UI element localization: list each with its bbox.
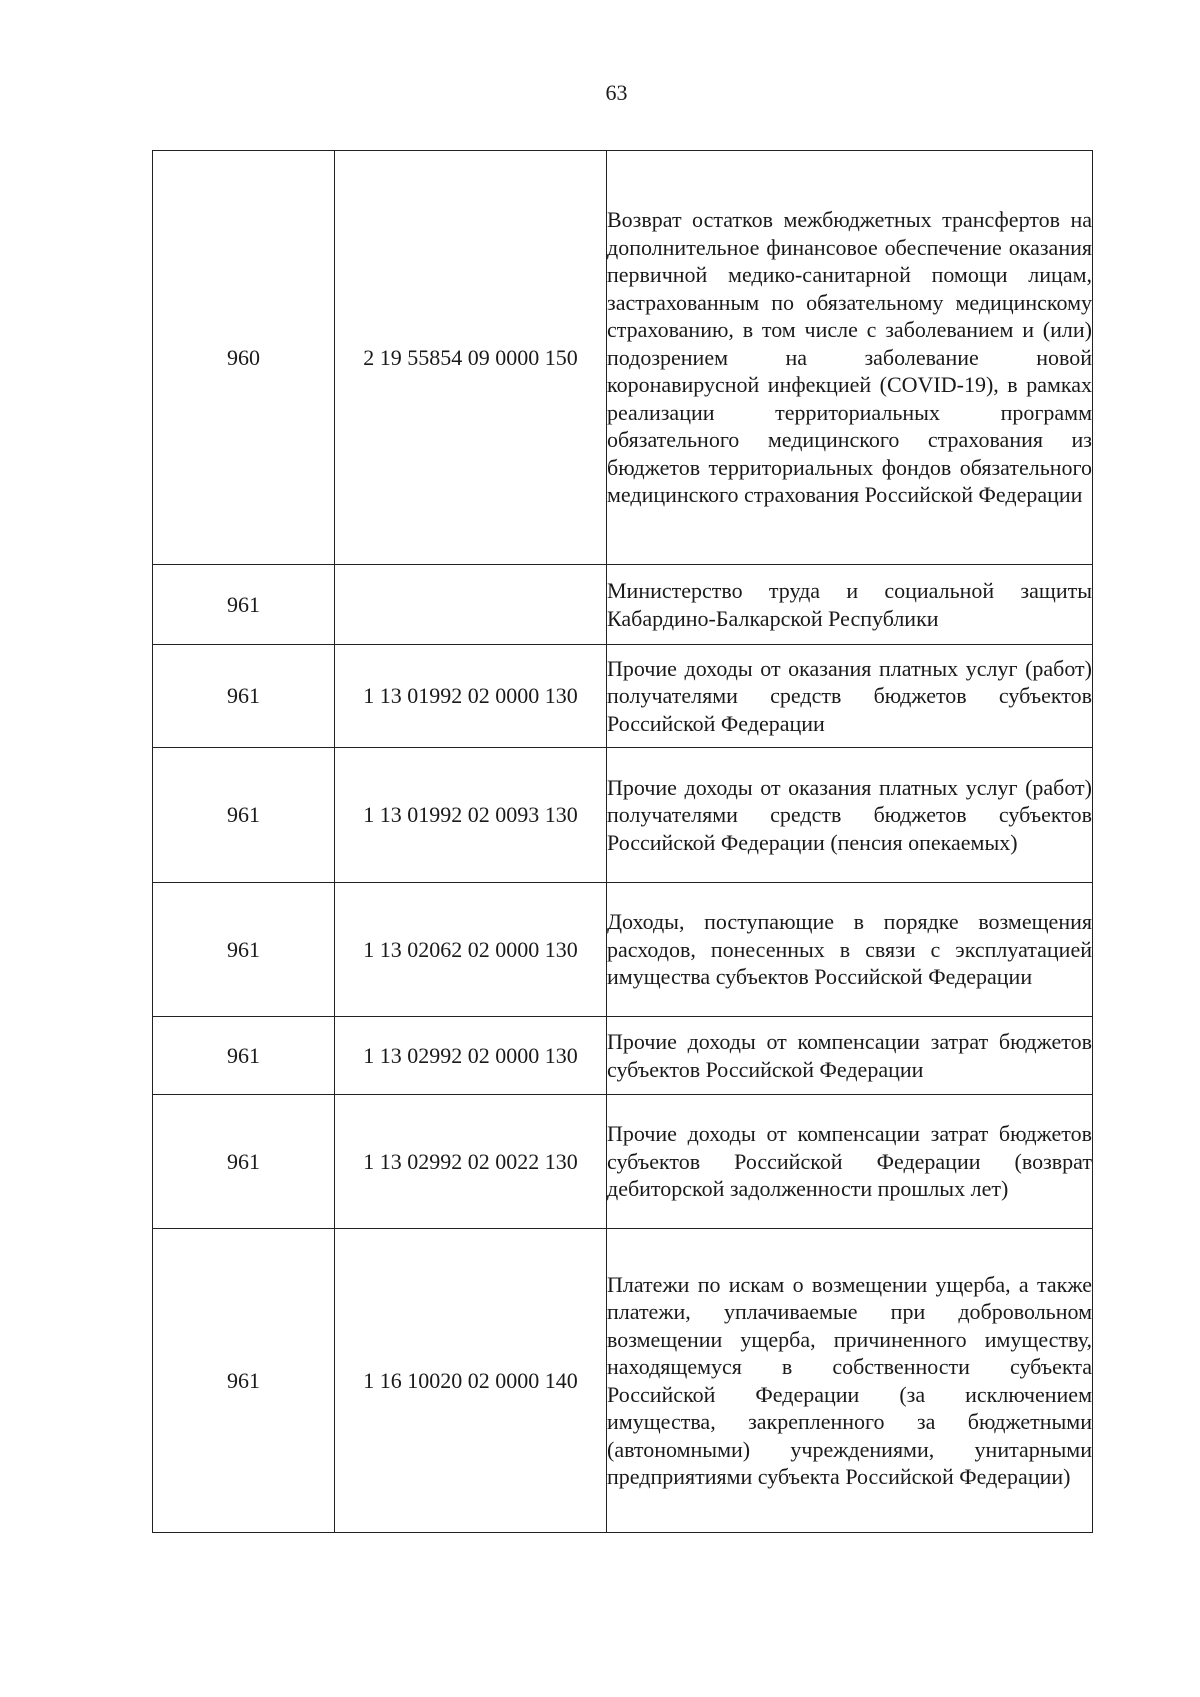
table-row [153, 748, 1093, 883]
admin-code-cell: 960 [153, 151, 335, 565]
budget-classification-code-cell: 1 13 01992 02 0093 130 [335, 748, 607, 883]
budget-classification-code-cell: 1 13 02992 02 0000 130 [335, 1017, 607, 1095]
admin-code-cell: 961 [153, 748, 335, 883]
table-row [153, 883, 1093, 1017]
revenue-name-cell: Прочие доходы от оказания платных услуг (работ) получателями средств бюджетов субъектов Российской Федерации (пенсия опекаемых) [607, 748, 1093, 883]
table-row [153, 1095, 1093, 1229]
budget-classification-code-cell: 2 19 55854 09 0000 150 [335, 151, 607, 565]
budget-classification-code-cell: 1 13 02992 02 0022 130 [335, 1095, 607, 1229]
admin-code-cell: 961 [153, 1017, 335, 1095]
admin-code-cell: 961 [153, 645, 335, 748]
table-row [153, 645, 1093, 748]
table-row [153, 565, 1093, 645]
budget-classification-code-cell: 1 16 10020 02 0000 140 [335, 1229, 607, 1533]
budget-classification-code-cell [335, 565, 607, 645]
admin-code-cell: 961 [153, 883, 335, 1017]
budget-classification-code-cell: 1 13 02062 02 0000 130 [335, 883, 607, 1017]
budget-classification-code-cell: 1 13 01992 02 0000 130 [335, 645, 607, 748]
table-row [153, 151, 1093, 565]
revenue-name-cell: Министерство труда и социальной защиты Кабардино-Балкарской Республики [607, 565, 1093, 645]
revenue-name-cell: Возврат остатков межбюджетных трансфертов на дополнительное финансовое обеспечение оказания первичной медико-санитарной помощи лицам, застрахованным по обязательному медицинскому страхованию, в том числе с заболеванием и (или) подозрением на заболевание новой коронавирусной инфекцией (COVID-19), в рамках реализации территориальных программ обязательного медицинского страхования из бюджетов территориальных фондов обязательного медицинского страхования Российской Федерации [607, 151, 1093, 565]
page-number: 63 [605, 80, 628, 105]
budget-revenue-table [152, 150, 1093, 1533]
table-row [153, 1229, 1093, 1533]
revenue-name-cell: Прочие доходы от компенсации затрат бюджетов субъектов Российской Федерации (возврат дебиторской задолженности прошлых лет) [607, 1095, 1093, 1229]
table-row [153, 1017, 1093, 1095]
revenue-name-cell: Платежи по искам о возмещении ущерба, а также платежи, уплачиваемые при добровольном возмещении ущерба, причиненного имуществу, находящемуся в собственности субъекта Российской Федерации (за исключением имущества, закрепленного за бюджетными (автономными) учреждениями, унитарными предприятиями субъекта Российской Федерации) [607, 1229, 1093, 1533]
revenue-name-cell: Прочие доходы от оказания платных услуг (работ) получателями средств бюджетов субъектов Российской Федерации [607, 645, 1093, 748]
admin-code-cell: 961 [153, 565, 335, 645]
revenue-name-cell: Доходы, поступающие в порядке возмещения расходов, понесенных в связи с эксплуатацией имущества субъектов Российской Федерации [607, 883, 1093, 1017]
admin-code-cell: 961 [153, 1229, 335, 1533]
revenue-name-cell: Прочие доходы от компенсации затрат бюджетов субъектов Российской Федерации [607, 1017, 1093, 1095]
admin-code-cell: 961 [153, 1095, 335, 1229]
